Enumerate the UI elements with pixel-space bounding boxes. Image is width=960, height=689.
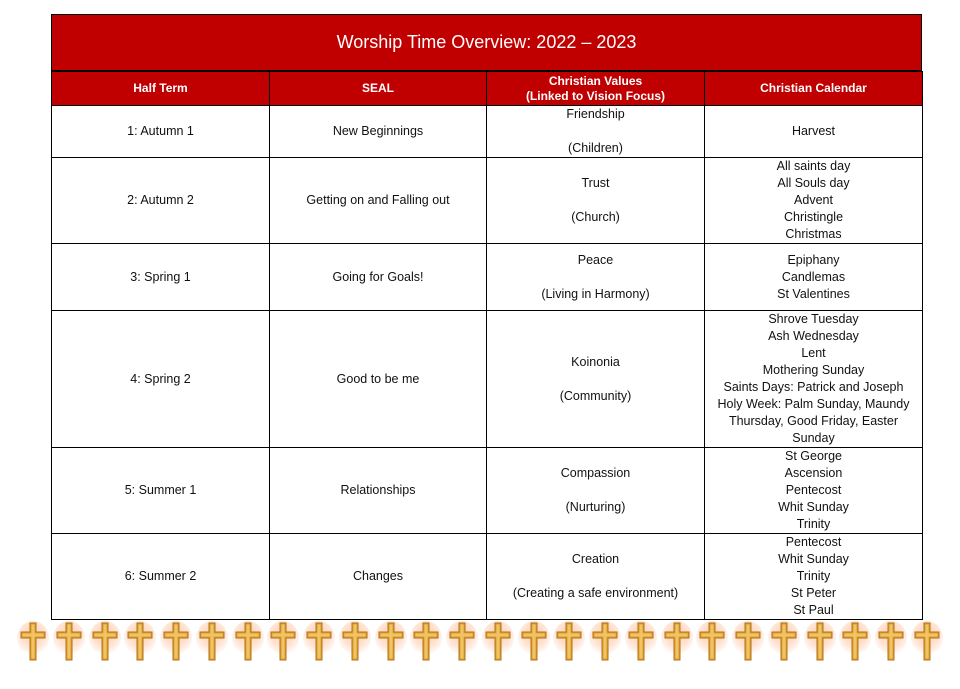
- calendar-entry: Saints Days: Patrick and Joseph: [723, 380, 904, 394]
- christian-value-cell: [487, 534, 705, 620]
- cross-icon: [374, 620, 408, 664]
- cross-icon: [231, 620, 265, 664]
- value-note: (Living in Harmony): [541, 286, 650, 301]
- cross-icon: [803, 620, 837, 664]
- calendar-entry: Whit Sunday: [778, 500, 849, 514]
- calendar-entry: Pentecost: [785, 483, 842, 497]
- calendar-entry: Ascension: [784, 466, 843, 480]
- calendar-entry: Christingle: [783, 210, 844, 224]
- spacer: [491, 371, 700, 388]
- value-note: (Children): [568, 141, 623, 155]
- table-row: [52, 244, 923, 311]
- calendar-entry: All saints day: [776, 159, 851, 173]
- calendar-entry: Pentecost: [785, 535, 842, 549]
- calendar-entry: Thursday, Good Friday, Easter: [728, 414, 899, 428]
- seal-cell: Good to be me: [270, 311, 487, 448]
- table-row: [52, 534, 923, 620]
- christian-value-cell: [487, 448, 705, 534]
- half-term-cell: 5: Summer 1: [52, 448, 270, 534]
- cross-icon: [16, 620, 50, 664]
- calendar-entry: Epiphany: [787, 252, 840, 267]
- calendar-entry: Candlemas: [781, 269, 846, 284]
- value-note: (Creating a safe environment): [512, 586, 679, 600]
- cross-icon: [767, 620, 801, 664]
- worship-table: [51, 71, 923, 620]
- calendar-entry: Trinity: [796, 517, 831, 531]
- half-term-cell: 4: Spring 2: [52, 311, 270, 448]
- christian-value-cell: [487, 158, 705, 244]
- cross-icon: [731, 620, 765, 664]
- cross-icon: [195, 620, 229, 664]
- table-row: [52, 448, 923, 534]
- header-christian-values: [487, 72, 705, 106]
- value-name: Trust: [581, 176, 610, 190]
- spacer: [491, 192, 700, 209]
- value-name: Compassion: [560, 466, 631, 480]
- cross-icon: [409, 620, 443, 664]
- half-term-cell: 6: Summer 2: [52, 534, 270, 620]
- value-name: Koinonia: [571, 354, 620, 369]
- cross-icon: [445, 620, 479, 664]
- calendar-entry: Harvest: [791, 124, 836, 138]
- calendar-entry: St George: [785, 449, 842, 463]
- table-row: [52, 311, 923, 448]
- page-title: Worship Time Overview: 2022 – 2023: [51, 14, 922, 71]
- calendar-entry: Whit Sunday: [778, 552, 849, 566]
- cross-icon: [338, 620, 372, 664]
- calendar-cell: [705, 158, 923, 244]
- cross-icon: [481, 620, 515, 664]
- seal-cell: Going for Goals!: [270, 244, 487, 311]
- cross-icon: [266, 620, 300, 664]
- cross-icon: [874, 620, 908, 664]
- calendar-entry: Ash Wednesday: [768, 329, 859, 343]
- cross-decoration-row: [16, 620, 944, 664]
- half-term-cell: 2: Autumn 2: [52, 158, 270, 244]
- half-term-cell: 3: Spring 1: [52, 244, 270, 311]
- spacer: [491, 123, 700, 140]
- calendar-cell: [705, 106, 923, 158]
- value-note: (Nurturing): [565, 500, 626, 514]
- overview-sheet: [51, 14, 922, 620]
- cross-icon: [302, 620, 336, 664]
- calendar-cell: [705, 311, 923, 448]
- value-name: Friendship: [566, 107, 625, 121]
- table-row: [52, 106, 923, 158]
- calendar-entry: Trinity: [796, 569, 831, 583]
- seal-cell: New Beginnings: [270, 106, 487, 158]
- spacer: [491, 269, 700, 286]
- cross-icon: [624, 620, 658, 664]
- cross-icon: [517, 620, 551, 664]
- calendar-entry: Sunday: [792, 431, 835, 445]
- calendar-cell: [705, 448, 923, 534]
- cross-icon: [159, 620, 193, 664]
- cross-icon: [588, 620, 622, 664]
- header-christian-calendar: Christian Calendar: [705, 72, 923, 106]
- value-name: Creation: [571, 552, 620, 566]
- header-values-line2: (Linked to Vision Focus): [525, 88, 666, 103]
- cross-icon: [123, 620, 157, 664]
- spacer: [491, 482, 700, 499]
- calendar-entry: Advent: [794, 193, 833, 207]
- header-half-term: Half Term: [52, 72, 270, 106]
- calendar-entry: Christmas: [785, 227, 842, 241]
- value-note: (Community): [559, 388, 632, 403]
- calendar-entry: St Paul: [793, 603, 834, 617]
- cross-icon: [88, 620, 122, 664]
- calendar-cell: [705, 534, 923, 620]
- cross-icon: [52, 620, 86, 664]
- value-note: (Church): [571, 210, 620, 224]
- cross-icon: [910, 620, 944, 664]
- christian-value-cell: [487, 244, 705, 311]
- cross-icon: [838, 620, 872, 664]
- calendar-entry: Mothering Sunday: [762, 363, 865, 377]
- christian-value-cell: [487, 106, 705, 158]
- calendar-cell: [705, 244, 923, 311]
- value-name: Peace: [577, 252, 614, 267]
- seal-cell: Changes: [270, 534, 487, 620]
- christian-value-cell: [487, 311, 705, 448]
- calendar-entry: Shrove Tuesday: [768, 312, 859, 326]
- calendar-entry: Holy Week: Palm Sunday, Maundy: [717, 397, 910, 411]
- header-seal: SEAL: [270, 72, 487, 106]
- cross-icon: [660, 620, 694, 664]
- cross-icon: [552, 620, 586, 664]
- cross-icon: [695, 620, 729, 664]
- calendar-entry: St Peter: [790, 586, 837, 600]
- seal-cell: Relationships: [270, 448, 487, 534]
- spacer: [491, 568, 700, 585]
- calendar-entry: St Valentines: [777, 286, 850, 301]
- half-term-cell: 1: Autumn 1: [52, 106, 270, 158]
- seal-cell: Getting on and Falling out: [270, 158, 487, 244]
- table-row: [52, 158, 923, 244]
- calendar-entry: All Souls day: [777, 176, 850, 190]
- header-values-line1: Christian Values: [548, 73, 643, 88]
- header-row: [52, 72, 923, 106]
- calendar-entry: Lent: [801, 346, 826, 360]
